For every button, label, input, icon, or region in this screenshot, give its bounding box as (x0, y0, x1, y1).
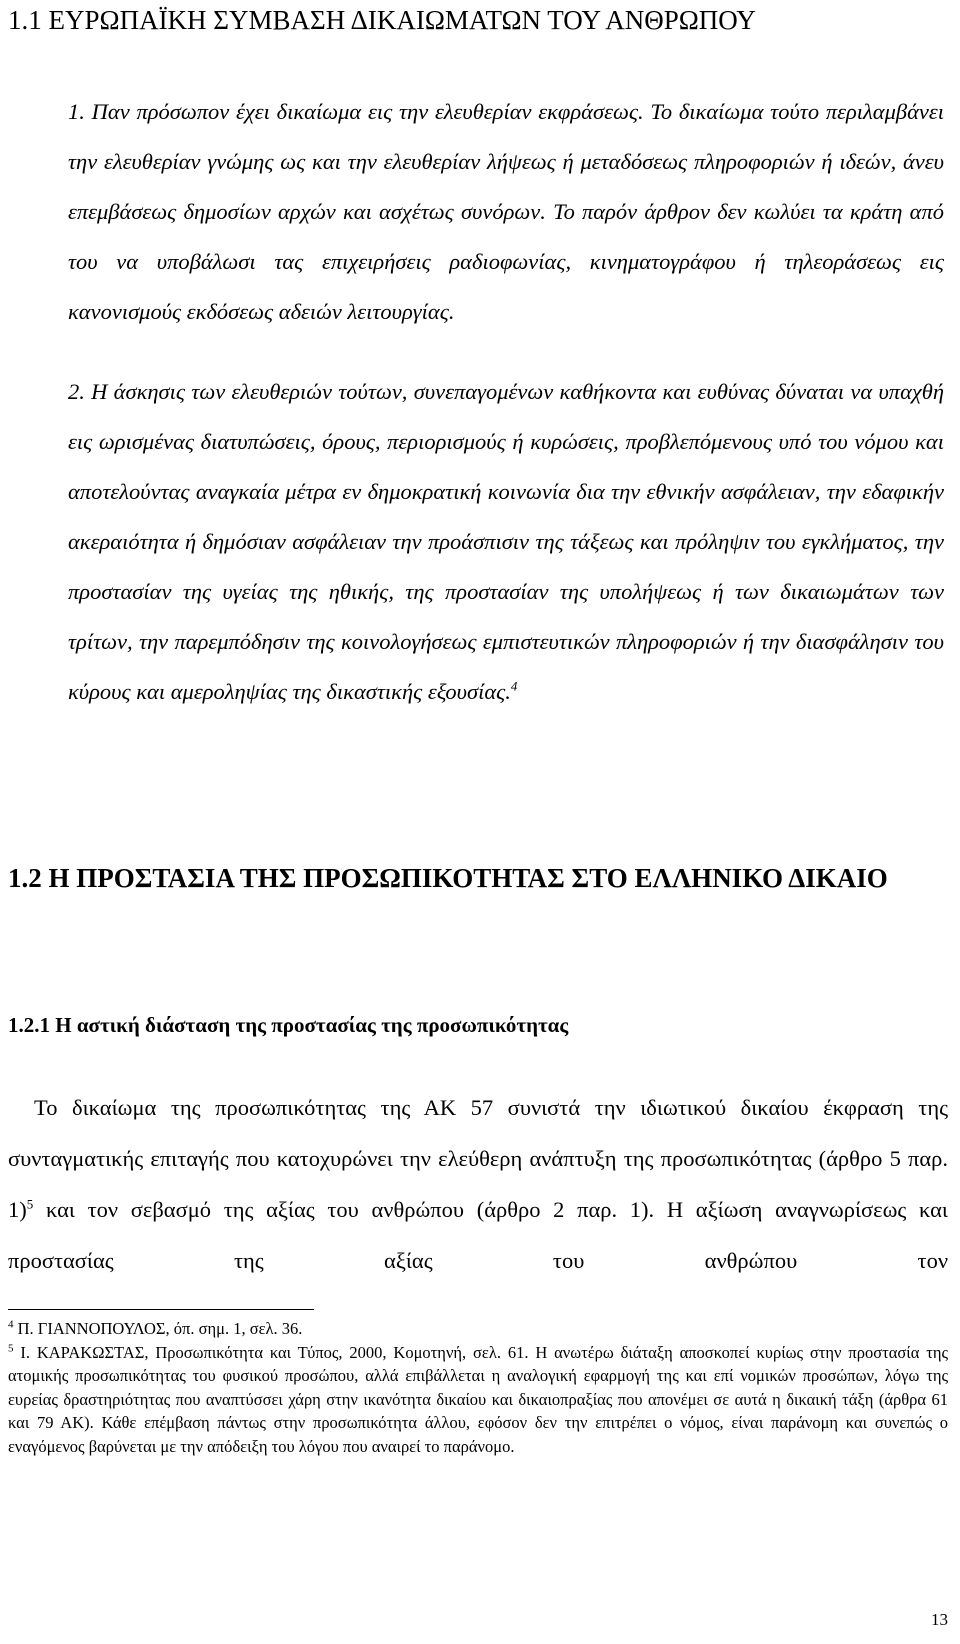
footnote-reference-5[interactable]: 5 (26, 1196, 34, 1212)
footnote-4 (8, 1317, 948, 1341)
article-paragraph-2 (68, 367, 944, 717)
footnote-number: 4 (8, 1318, 14, 1331)
body-text-part-2: και τον σεβασμό της αξίας του ανθρώπου (άρθρο 2 παρ. 1). Η αξίωση αναγνωρίσεως και προστασίας της αξίας του ανθρώπου τον (8, 1197, 948, 1273)
paragraph-number: 2. (68, 379, 85, 404)
paragraph-text: Παν πρόσωπον έχει δικαίωμα εις την ελευθερίαν εκφράσεως. Το δικαίωμα τούτο περιλαμβάνει την ελευθερίαν γνώμης ως και την ελευθερίαν λήψεως ή μεταδόσεως πληροφοριών ή ιδεών, άνευ επεμβάσεως δημοσίων αρχών και ασχέτως συνόρων. Το παρόν άρθρον δεν κωλύει τα κράτη από του να υποβάλωσι τας επιχειρήσεις ραδιοφωνίας, κινηματογράφου ή τηλεοράσεως εις κανονισμούς εκδόσεως αδειών λειτουργίας. (68, 99, 944, 324)
footnote-number: 5 (8, 1342, 14, 1354)
section-heading-1-2: 1.2 Η ΠΡΟΣΤΑΣΙΑ ΤΗΣ ΠΡΟΣΩΠΙΚΟΤΗΤΑΣ ΣΤΟ ΕΛΛΗΝΙΚΟ ΔΙΚΑΙΟ (8, 863, 888, 893)
footnote-text: Ι. ΚΑΡΑΚΩΣΤΑΣ, Προσωπικότητα και Τύπος, 2000, Κομοτηνή, σελ. 61. Η ανωτέρω διάταξη αποσκοπεί κυρίως στην προστασία της ατομικής προσωπικότητας του φυσικού προσώπου, αλλά επιβάλλεται η αναλογική εφαρμογή της και επί νομικών προσώπων, λόγω της ευρείας δραστηριότητας που αναπτύσσει χάρη στην ικανότητα δικαίου και δικαιοπραξίας που απονέμει σε αυτά η δικαική τάξη (άρθρα 61 και 79 ΑΚ). Κάθε επέμβαση πάντως στην προσωπικότητα άλλου, εφόσον δεν την επιτρέπει ο νόμος, είναι παράνομη και συνεπώς ο εναγόμενος βαρύνεται με την απόδειξη του λόγου που αναιρεί το παράνομο. (8, 1342, 948, 1456)
footnote-separator (8, 1309, 314, 1310)
section-heading-1-1: 1.1 ΕΥΡΩΠΑΪΚΗ ΣΥΜΒΑΣΗ ΔΙΚΑΙΩΜΑΤΩΝ ΤΟΥ ΑΝΘΡΩΠΟΥ (8, 5, 756, 35)
footnotes-section (8, 1317, 948, 1458)
article-paragraph-1 (68, 87, 944, 337)
footnote-reference-4[interactable]: 4 (510, 678, 518, 694)
page-number: 13 (931, 1610, 948, 1629)
subsection-heading-1-2-1: 1.2.1 Η αστική διάσταση της προστασίας της προσωπικότητας (8, 1013, 569, 1037)
paragraph-number: 1. (68, 99, 85, 124)
paragraph-text: Η άσκησις των ελευθεριών τούτων, συνεπαγομένων καθήκοντα και ευθύνας δύναται να υπαχθή εις ωρισμένας διατυπώσεις, όρους, περιορισμούς ή κυρώσεις, προβλεπόμενους υπό του νόμου και αποτελούντας αναγκαία μέτρα εν δημοκρατική κοινωνία δια την εθνικήν ασφάλειαν, την εδαφικήν ακεραιότητα ή δημόσιαν ασφάλειαν την προάσπισιν της τάξεως και πρόληψιν του εγκλήματος, την προστασίαν της υγείας της ηθικής, της προστασίαν της υπολήψεως ή των δικαιωμάτων των τρίτων, την παρεμπόδησιν της κοινολογήσεως εμπιστευτικών πληροφοριών ή την διασφάλησιν του κύρους και αμεροληψίας της δικαστικής εξουσίας. (68, 379, 944, 704)
footnote-5 (8, 1341, 948, 1459)
footnote-text: Π. ΓΙΑΝΝΟΠΟΥΛΟΣ, όπ. σημ. 1, σελ. 36. (13, 1319, 303, 1338)
body-text-part-1: Το δικαίωμα της προσωπικότητας της ΑΚ 57 συνιστά την ιδιωτικού δικαίου έκφραση της συνταγματικής επιταγής που κατοχυρώνει την ελεύθερη ανάπτυξη της προσωπικότητας (άρθρο 5 παρ. 1) (8, 1095, 948, 1222)
body-paragraph (8, 1082, 948, 1286)
